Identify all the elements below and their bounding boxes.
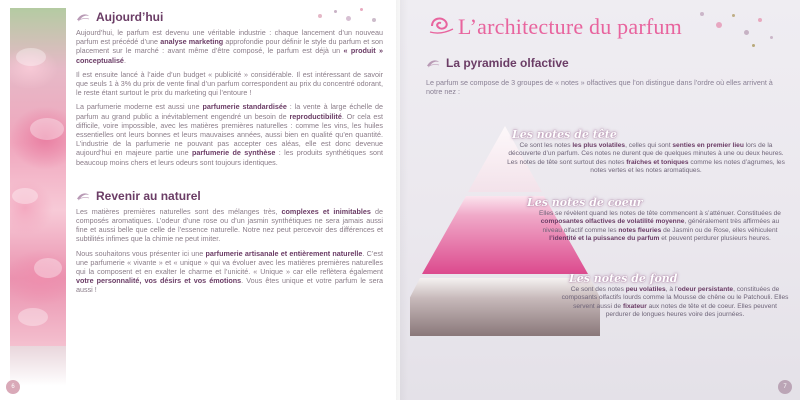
body-text: : la vente à large échelle de parfum au grand public a inévitablement engendré un besoin de xyxy=(76,102,383,121)
section-title-aujourdhui: Aujourd’hui xyxy=(96,10,164,24)
section-title-revenir: Revenir au naturel xyxy=(96,188,201,203)
body-text: Nous souhaitons vous présenter ici une xyxy=(76,248,206,258)
body-text: : les produits synthétiques sont beaucoup moins chers et leurs odeurs sont toujours identiques. xyxy=(76,148,383,167)
emphasis-text: senties en premier lieu xyxy=(672,142,744,149)
body-text: Ce sont les notes xyxy=(519,142,573,149)
emphasis-text: peu volatiles xyxy=(625,286,666,293)
tier-text-tete xyxy=(504,142,788,176)
body-text: Aujourd’hui, le parfum est devenu une véritable industrie : chaque lancement d’un nouveau parfum est précédé d’une xyxy=(76,28,383,47)
dot-decoration xyxy=(752,44,755,47)
swirl-ornament-icon xyxy=(428,14,454,36)
body-text: . Vous êtes unique et votre parfum le sera aussi ! xyxy=(76,276,384,295)
body-text: Les matières premières naturelles sont des mélanges très, xyxy=(76,206,282,216)
emphasis-text: reproductibilité xyxy=(289,111,342,121)
dot-decoration xyxy=(758,18,762,22)
dot-decoration xyxy=(372,18,376,22)
tier-text-coeur xyxy=(532,210,788,244)
swirl-ornament-icon xyxy=(76,191,90,201)
section1-body xyxy=(76,28,383,167)
emphasis-text: analyse marketing xyxy=(160,37,224,47)
page-title: L’architecture du parfum xyxy=(458,14,682,39)
dot-decoration xyxy=(716,22,722,28)
section2-body xyxy=(76,207,383,295)
body-text: , à l’ xyxy=(665,286,678,293)
tier-title-fond: Les notes de fond xyxy=(569,272,678,285)
body-text: et peuvent perdurer plusieurs heures. xyxy=(659,235,771,243)
emphasis-text: votre personnalité, vos désirs et vos émotions xyxy=(76,276,242,286)
swirl-ornament-icon xyxy=(426,58,440,68)
dot-decoration xyxy=(700,12,704,16)
emphasis-text: les plus volatiles xyxy=(572,142,626,149)
body-text: . Or cela est difficile, voire impossible, avec les matières premières naturelles : comme les vins, les huiles essentielles ont leurs bonnes et leurs mauvaises années, aussi bien en qualité qu’en quantité. L’industrie de la parfumerie ne pouvant pas accepter ces aléas, elle est donc devenue aujourd’hui en majeure partie une xyxy=(76,111,384,158)
photo-fade xyxy=(10,346,66,386)
page-number-left: 6 xyxy=(6,380,20,394)
emphasis-text: complexes et inimitables xyxy=(281,206,371,216)
body-text: comme les notes d’agrumes, les notes vertes et les notes aromatiques. xyxy=(590,158,785,175)
section-title-pyramide: La pyramide olfactive xyxy=(446,56,569,70)
intro-text: Le parfum se compose de 3 groupes de « notes » olfactives que l’on distingue dans l’ordre où elles arrivent à notre nez : xyxy=(426,78,773,97)
body-text: Elles se révèlent quand les notes de tête commencent à s’atténuer. Constituées de xyxy=(539,210,781,217)
emphasis-text: parfumerie de synthèse xyxy=(191,148,276,158)
emphasis-text: fixateur xyxy=(622,302,647,310)
emphasis-text: parfumerie artisanale et entièrement naturelle xyxy=(205,248,363,258)
rose-photo xyxy=(10,8,66,346)
body-text: aux notes de tête et de coeur. Elles peuvent perdurer de longues heures voire des journées. xyxy=(605,302,777,319)
body-text: , celles qui sont xyxy=(625,142,673,149)
body-text: , constituées de composants olfactifs lourds comme la Mousse de chêne ou le Patchouli. Elles servent aussi de xyxy=(561,286,789,310)
right-column xyxy=(426,56,786,96)
section-heading xyxy=(76,10,383,24)
section-heading xyxy=(426,56,786,70)
emphasis-text: parfumerie standardisée xyxy=(202,102,287,112)
body-text: . C’est une parfumerie « vivante » et « unique » qui va évoluer avec les matières premières naturelles qui la composent et en exalter le charme et l’unicité. « Unique » car elle reflètera également xyxy=(76,248,383,277)
dot-decoration xyxy=(334,10,337,13)
body-text: de Jasmin ou de Rose, elles véhiculent xyxy=(661,226,778,234)
section-heading xyxy=(76,189,383,203)
emphasis-text: odeur persistante xyxy=(677,286,734,293)
paragraph xyxy=(76,207,383,244)
body-text: approfondie pour définir le style du parfum et son placement sur le marché : avant même d’être composé, le parfum est déjà un xyxy=(76,37,383,56)
paragraph xyxy=(76,28,383,65)
dot-decoration xyxy=(318,14,322,18)
tier-title-coeur: Les notes de coeur xyxy=(527,196,643,209)
body-text: Ce sont des notes xyxy=(570,286,626,293)
emphasis-text: l’identité et la puissance du parfum xyxy=(549,235,660,243)
body-text: La parfumerie moderne est aussi une xyxy=(76,102,203,112)
emphasis-text: composantes olfactives de volatilité moyenne xyxy=(540,218,685,226)
emphasis-text: fraîches et toniques xyxy=(626,158,689,166)
left-column xyxy=(76,10,383,300)
paragraph xyxy=(76,249,383,295)
tier-text-fond xyxy=(560,286,790,320)
emphasis-text: notes fleuries xyxy=(618,226,662,234)
swirl-ornament-icon xyxy=(76,12,90,22)
body-text: de composés aromatiques. L’odeur d’une rose ou d’un jasmin synthétiques ne sera jamais aussi fine et aussi belle que celle de l’essence naturelle. Notre nez peut percevoir des différences et subtilités infimes que la chimie ne peut imiter. xyxy=(76,206,384,244)
paragraph xyxy=(76,102,383,166)
dot-decoration xyxy=(744,30,749,35)
body-text: lors de la découverte d’un parfum. Ces notes ne durent que de quelques minutes à une ou deux heures. Les notes de tête sont surtout des notes xyxy=(507,142,784,166)
body-text: , généralement très affirmées au niveau olfactif comme les xyxy=(542,218,780,234)
dot-decoration xyxy=(346,16,351,21)
paragraph xyxy=(76,70,383,98)
emphasis-text: « produit » conceptualisé xyxy=(76,46,383,65)
body-text: Il est ensuite lancé à l’aide d’un budget « publicité » considérable. Il est intéressant de savoir que seuls 1 à 3% du prix de vente final d’un parfum correspondent au prix du concentré odorant, le reste étant surtout le prix du marketing qui l’entoure ! xyxy=(76,69,383,98)
page-number-right: 7 xyxy=(778,380,792,394)
body-text: . xyxy=(123,55,126,65)
dot-decoration xyxy=(732,14,735,17)
tier-title-tete: Les notes de tête xyxy=(512,128,617,141)
dot-decoration xyxy=(360,8,363,11)
page-fold xyxy=(396,0,408,400)
dot-decoration xyxy=(770,36,773,39)
